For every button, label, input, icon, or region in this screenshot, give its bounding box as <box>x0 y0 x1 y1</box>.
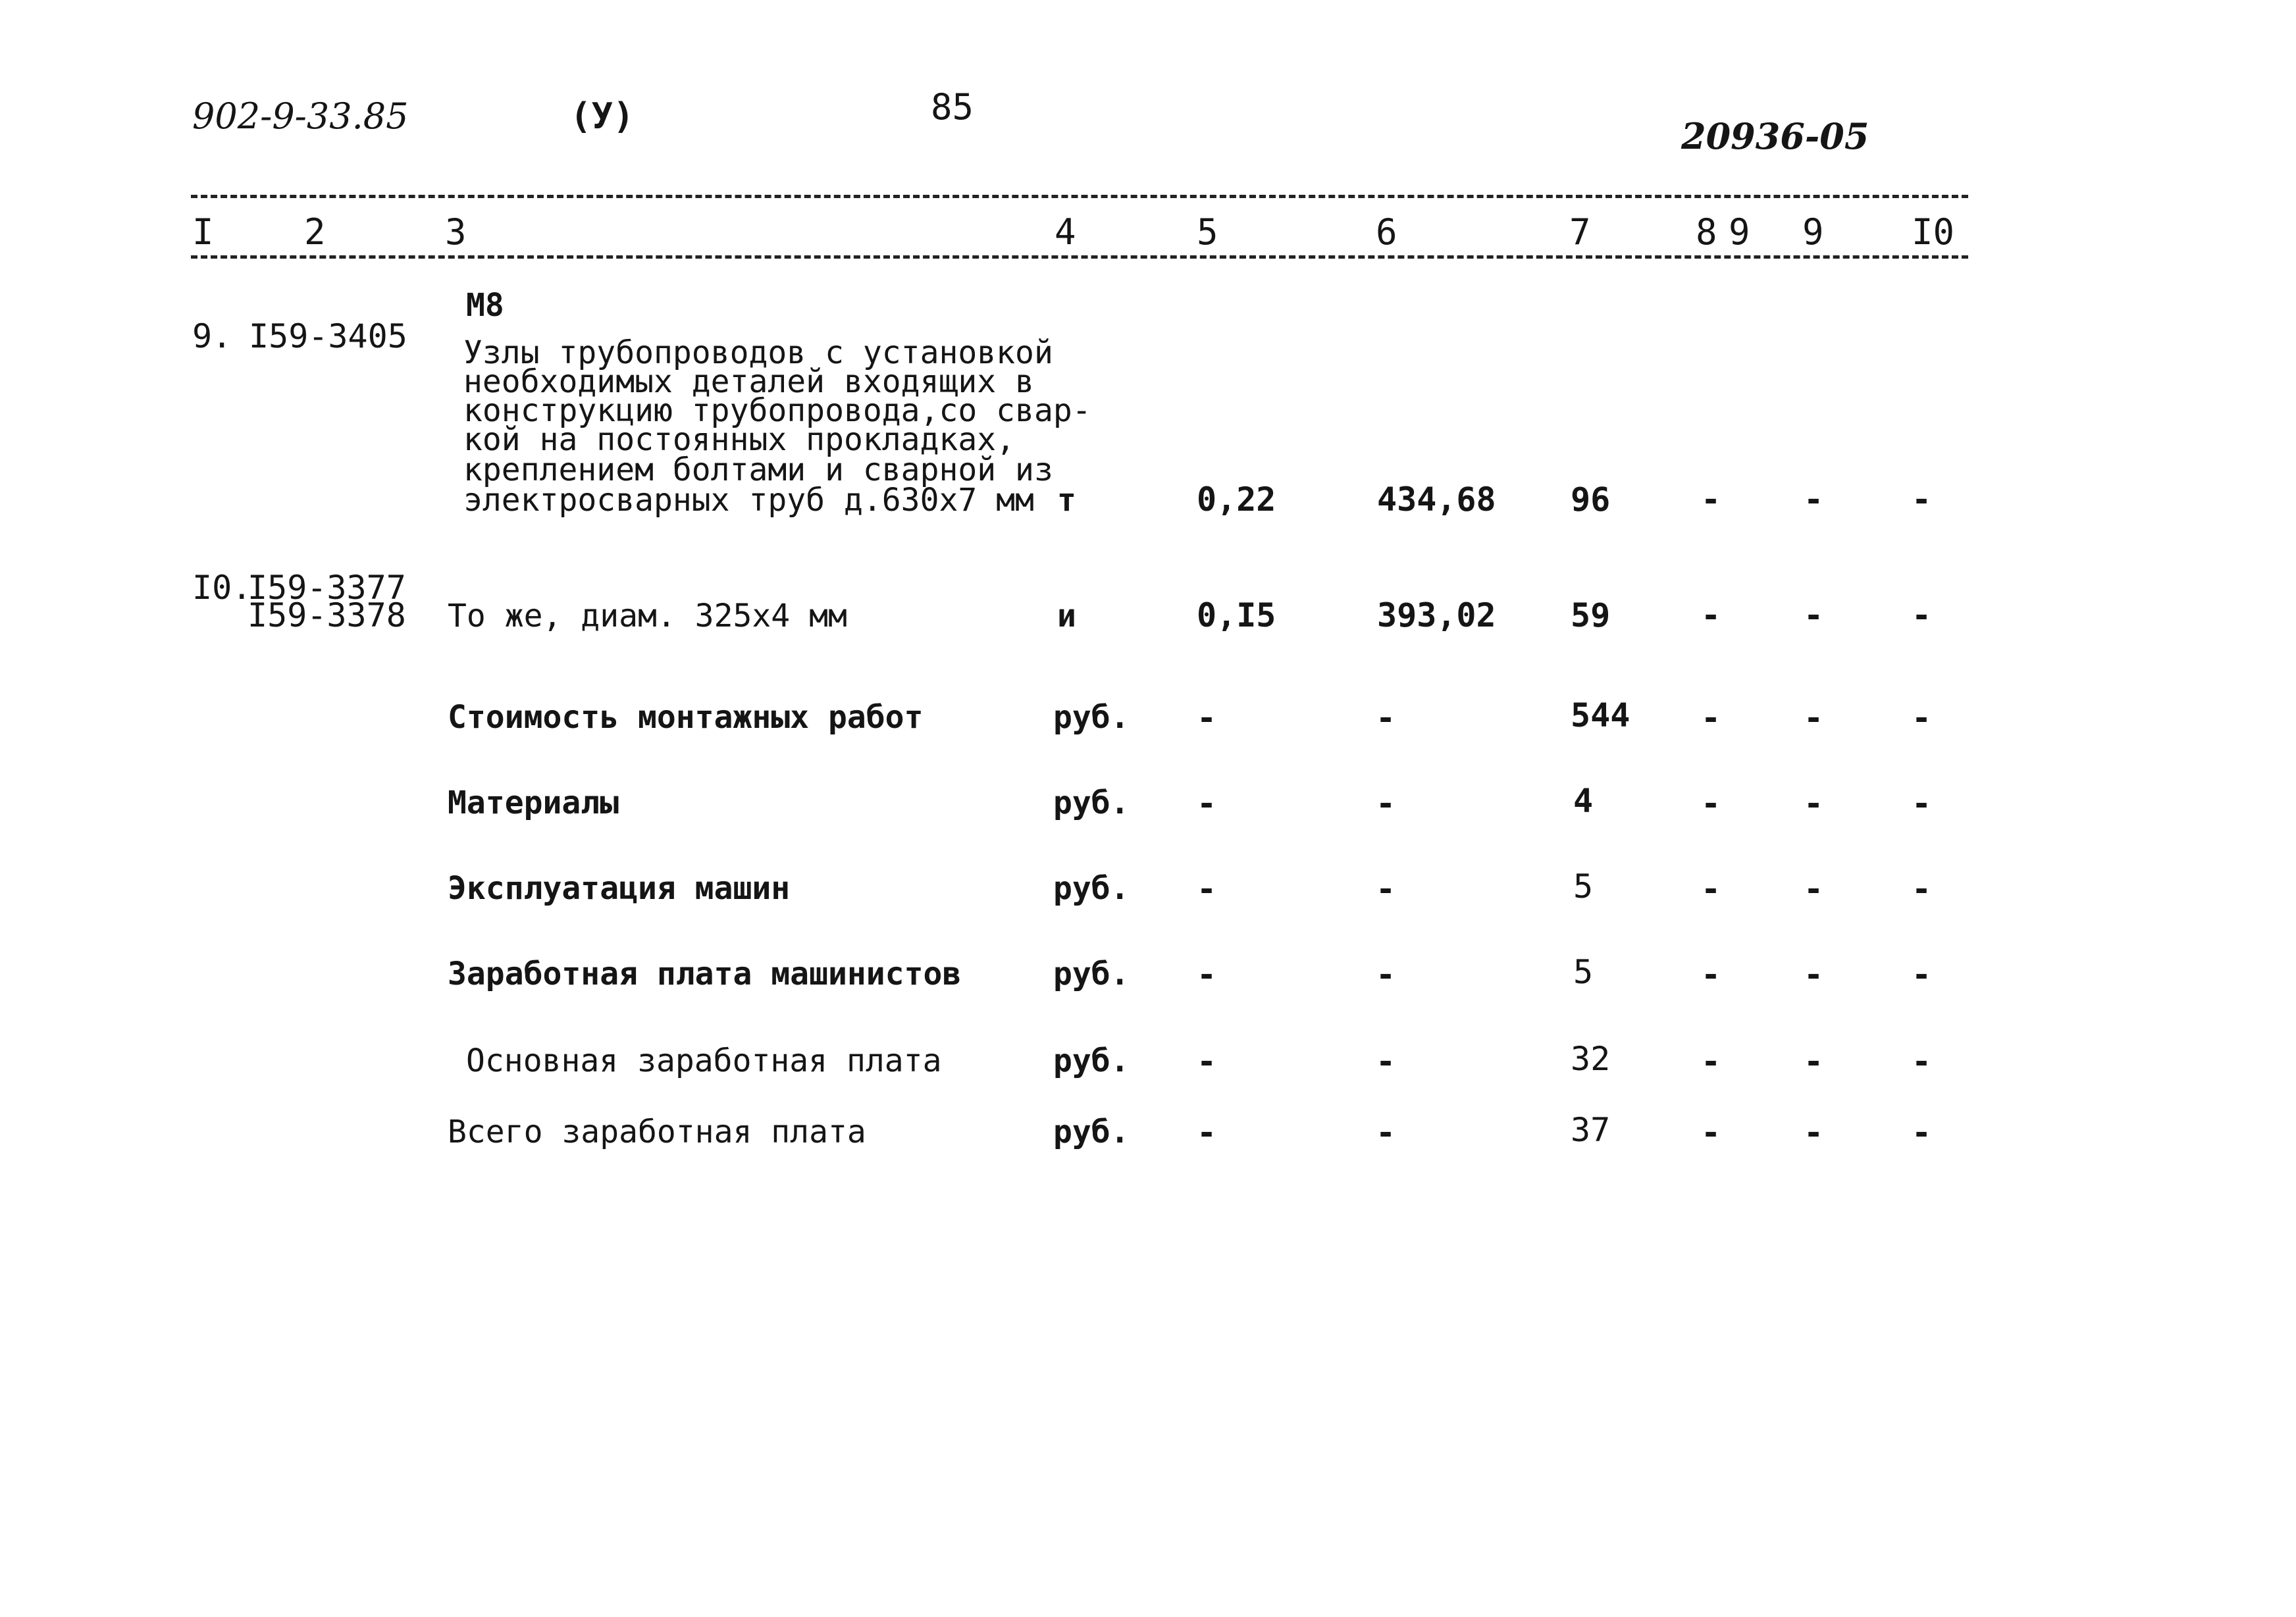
summary-description: Эксплуатация машин <box>448 870 791 907</box>
summary-col10: - <box>1912 1042 1932 1081</box>
row-col10: - <box>1912 480 1932 519</box>
summary-total: 32 <box>1571 1040 1611 1078</box>
summary-col8: - <box>1701 699 1721 737</box>
summary-unit: руб. <box>1053 956 1130 992</box>
row-unit-price: 393,02 <box>1377 596 1496 634</box>
summary-total: 37 <box>1571 1111 1611 1149</box>
summary-description: Основная заработная плата <box>466 1042 942 1079</box>
summary-total: 5 <box>1573 867 1594 906</box>
summary-col5: - <box>1197 699 1217 737</box>
column-number: 3 <box>445 211 467 253</box>
column-number: 4 <box>1055 211 1076 253</box>
row-quantity: 0,22 <box>1197 480 1276 519</box>
document-code: 902-9-33.85 <box>192 95 409 137</box>
summary-col10: - <box>1912 699 1932 737</box>
column-number: I <box>192 211 214 253</box>
row-col9: - <box>1804 596 1824 634</box>
row-unit: т <box>1057 482 1076 519</box>
summary-col9: - <box>1804 1114 1824 1152</box>
summary-total: 4 <box>1573 782 1594 820</box>
summary-col6: - <box>1376 699 1396 737</box>
summary-col6: - <box>1376 784 1396 823</box>
row-description-line: кой на постоянных прокладках, <box>463 421 1016 458</box>
reference-number: 20936-05 <box>1681 115 1869 157</box>
row-description-line: Узлы трубопроводов с установкой <box>463 334 1053 371</box>
row-col8: - <box>1701 596 1721 634</box>
header-rule-bottom <box>191 255 1968 259</box>
summary-col9: - <box>1804 870 1824 908</box>
column-number: 6 <box>1376 211 1397 253</box>
summary-description: Всего заработная плата <box>448 1114 866 1150</box>
row-unit: и <box>1057 598 1076 634</box>
summary-col8: - <box>1701 956 1721 994</box>
row-quantity: 0,I5 <box>1197 596 1276 634</box>
summary-col9: - <box>1804 1042 1824 1081</box>
summary-total: 5 <box>1573 953 1594 991</box>
row-description-line: То же, диам. 325х4 мм <box>448 598 847 634</box>
summary-col8: - <box>1701 1042 1721 1081</box>
summary-col10: - <box>1912 870 1932 908</box>
summary-unit: руб. <box>1053 1114 1130 1150</box>
summary-col5: - <box>1197 1042 1217 1081</box>
summary-unit: руб. <box>1053 870 1130 907</box>
row-description-line: креплением болтами и сварной из <box>463 451 1053 488</box>
document-mark: (У) <box>570 95 635 137</box>
row-col9: - <box>1804 480 1824 519</box>
summary-description: Материалы <box>448 784 619 821</box>
page-number: 85 <box>931 86 974 128</box>
row-total: 59 <box>1571 596 1611 634</box>
summary-col6: - <box>1376 956 1396 994</box>
summary-col9: - <box>1804 956 1824 994</box>
summary-col10: - <box>1912 1114 1932 1152</box>
row-unit-price: 434,68 <box>1377 480 1496 519</box>
column-number: 9 <box>1729 211 1750 253</box>
summary-col5: - <box>1197 956 1217 994</box>
summary-col5: - <box>1197 784 1217 823</box>
row-description-line: необходимых деталей входящих в <box>463 363 1034 400</box>
summary-col9: - <box>1804 784 1824 823</box>
row-description-line: конструкцию трубопровода,со свар- <box>463 392 1091 429</box>
summary-col9: - <box>1804 699 1824 737</box>
summary-col5: - <box>1197 1114 1217 1152</box>
column-number: 9 <box>1802 211 1824 253</box>
summary-col6: - <box>1376 1042 1396 1081</box>
summary-unit: руб. <box>1053 699 1130 736</box>
summary-col8: - <box>1701 784 1721 823</box>
column-number: 2 <box>304 211 326 253</box>
header-rule-top <box>191 195 1968 198</box>
summary-col8: - <box>1701 1114 1721 1152</box>
row-description-line: электросварных труб д.630х7 мм <box>463 482 1034 519</box>
row-total: 96 <box>1571 480 1611 519</box>
column-number: 7 <box>1569 211 1591 253</box>
summary-total: 544 <box>1571 696 1631 734</box>
row-code-secondary: I59-3378 <box>248 596 406 634</box>
row-col10: - <box>1912 596 1932 634</box>
summary-col6: - <box>1376 870 1396 908</box>
row-position: I0. <box>192 569 252 607</box>
summary-col6: - <box>1376 1114 1396 1152</box>
row-label: М8 <box>466 287 504 324</box>
summary-unit: руб. <box>1053 784 1130 821</box>
summary-description: Стоимость монтажных работ <box>448 699 924 736</box>
row-code: I59-3405 <box>249 317 407 355</box>
row-col8: - <box>1701 480 1721 519</box>
summary-unit: руб. <box>1053 1042 1130 1079</box>
row-position: 9. <box>192 317 232 355</box>
summary-col10: - <box>1912 956 1932 994</box>
column-number: 8 <box>1696 211 1717 253</box>
summary-col10: - <box>1912 784 1932 823</box>
column-number: I0 <box>1912 211 1955 253</box>
summary-description: Заработная плата машинистов <box>448 956 962 992</box>
row-code: I59-3377 <box>248 569 406 607</box>
summary-col8: - <box>1701 870 1721 908</box>
column-number: 5 <box>1197 211 1218 253</box>
summary-col5: - <box>1197 870 1217 908</box>
